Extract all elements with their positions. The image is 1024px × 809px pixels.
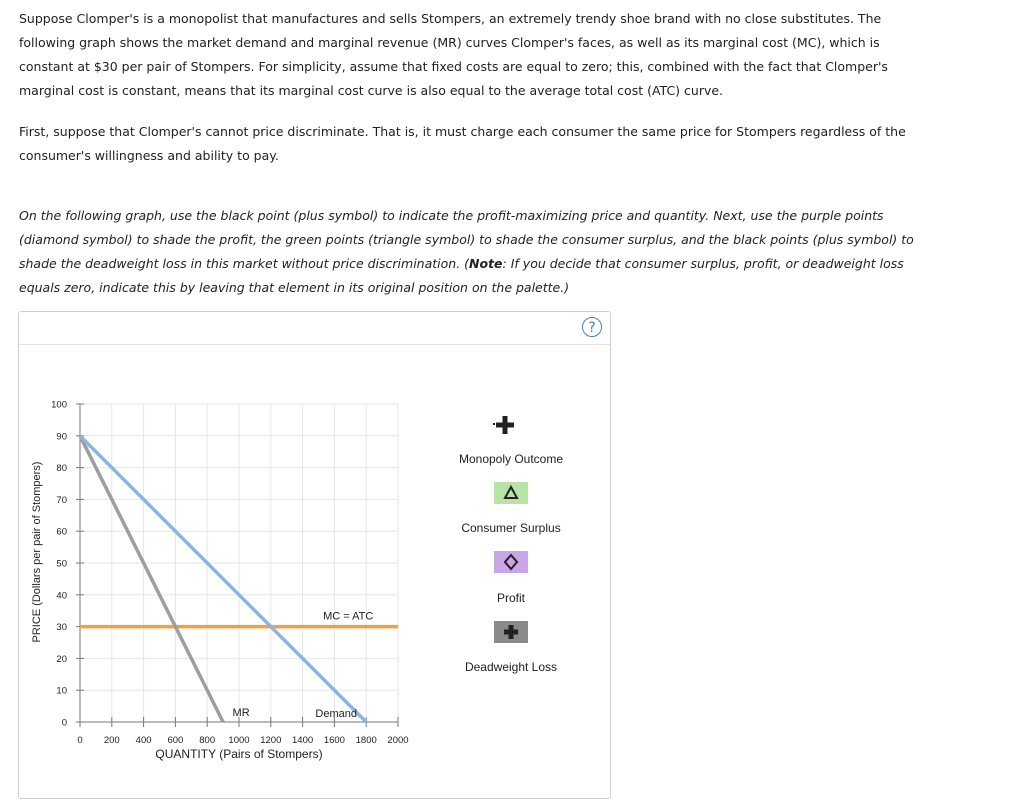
- y-tick-label: 30: [56, 622, 67, 634]
- consumer-surplus-point[interactable]: [494, 482, 528, 504]
- palette-label-monopoly-outcome: Monopoly Outcome: [458, 452, 564, 466]
- plus-symbol-icon: [494, 621, 528, 643]
- x-tick-label: 1400: [292, 735, 314, 746]
- question-paragraph-1: Suppose Clomper's is a monopolist that manufactures and sells Stompers, an extremely trendy shoe brand with no close substitutes. The following graph shows the market demand and marginal revenue (MR) curves Clomper's faces, as well as its marginal cost (MC), which is constant at $30 per pair of Stompers. For simplicity, assume that fixed costs are equal to zero; this, combined with the fact that Clomper's marginal cost is constant, means that its marginal cost curve is also equal to the average total cost (ATC) curve.: [19, 11, 888, 98]
- x-tick-label: 1600: [323, 735, 345, 746]
- chart-grid: [80, 404, 398, 722]
- question-paragraph-2: First, suppose that Clomper's cannot price discriminate. That is, it must charge each consumer the same price for Stompers regardless of the consumer's willingness and ability to pay.: [19, 124, 906, 163]
- triangle-symbol-icon: [494, 482, 528, 504]
- palette-label-profit: Profit: [496, 591, 525, 605]
- plus-symbol-icon: [493, 413, 517, 437]
- x-tick-label: 1000: [228, 735, 250, 746]
- y-tick-label: 70: [56, 494, 67, 506]
- series-line-demand: [80, 436, 366, 722]
- x-tick-label: 400: [135, 735, 152, 746]
- x-tick-label: 1800: [355, 735, 377, 746]
- y-tick-label: 0: [61, 717, 67, 729]
- chart-ticks: [51, 400, 408, 747]
- x-tick-label: 0: [77, 735, 83, 746]
- y-tick-label: 20: [56, 653, 67, 665]
- x-tick-label: 600: [167, 735, 184, 746]
- x-tick-label: 800: [199, 735, 216, 746]
- palette-label-consumer-surplus: Consumer Surplus: [461, 521, 561, 535]
- diamond-symbol-icon: [494, 551, 528, 573]
- y-tick-label: 60: [56, 526, 67, 538]
- x-tick-label: 2000: [387, 735, 409, 746]
- y-tick-label: 10: [56, 685, 67, 697]
- monopoly-outcome-point[interactable]: [493, 413, 517, 437]
- y-tick-label: 90: [56, 431, 67, 443]
- palette-label-deadweight-loss: Deadweight Loss: [464, 660, 558, 674]
- series-line-mr: [80, 436, 223, 722]
- instructions-text-b: : If you decide that consumer surplus, profit, or deadweight loss equals zero, indicate this by leaving that element in its original position on the palette.): [19, 256, 904, 295]
- series-label-demand: Demand: [315, 708, 357, 720]
- help-icon[interactable]: ?: [582, 317, 602, 337]
- y-tick-label: 50: [56, 558, 67, 570]
- deadweight-loss-point[interactable]: [494, 621, 528, 643]
- x-tick-label: 200: [103, 735, 120, 746]
- y-axis-label: PRICE (Dollars per pair of Stompers): [31, 461, 43, 643]
- x-tick-label: 1200: [260, 735, 282, 746]
- instructions-note: Note: [469, 256, 503, 271]
- series-label-mr: MR: [232, 707, 250, 719]
- series-label-mc-atc: MC = ATC: [323, 610, 374, 623]
- profit-point[interactable]: [494, 551, 528, 573]
- instructions-text-a: On the following graph, use the black point (plus symbol) to indicate the profit-maximizing price and quantity. Next, use the purple points (diamond symbol) to shade the profit, the green points (triangle symbol) to shade the consumer surplus, and the black points (plus symbol) to shade the deadweight loss in this market without price discrimination. (: [19, 208, 914, 271]
- y-tick-label: 40: [56, 590, 67, 602]
- x-axis-label: QUANTITY (Pairs of Stompers): [155, 747, 323, 761]
- y-tick-label: 80: [56, 463, 67, 475]
- graph-panel: [18, 311, 611, 799]
- y-tick-label: 100: [51, 399, 67, 411]
- question-instructions: [19, 204, 919, 300]
